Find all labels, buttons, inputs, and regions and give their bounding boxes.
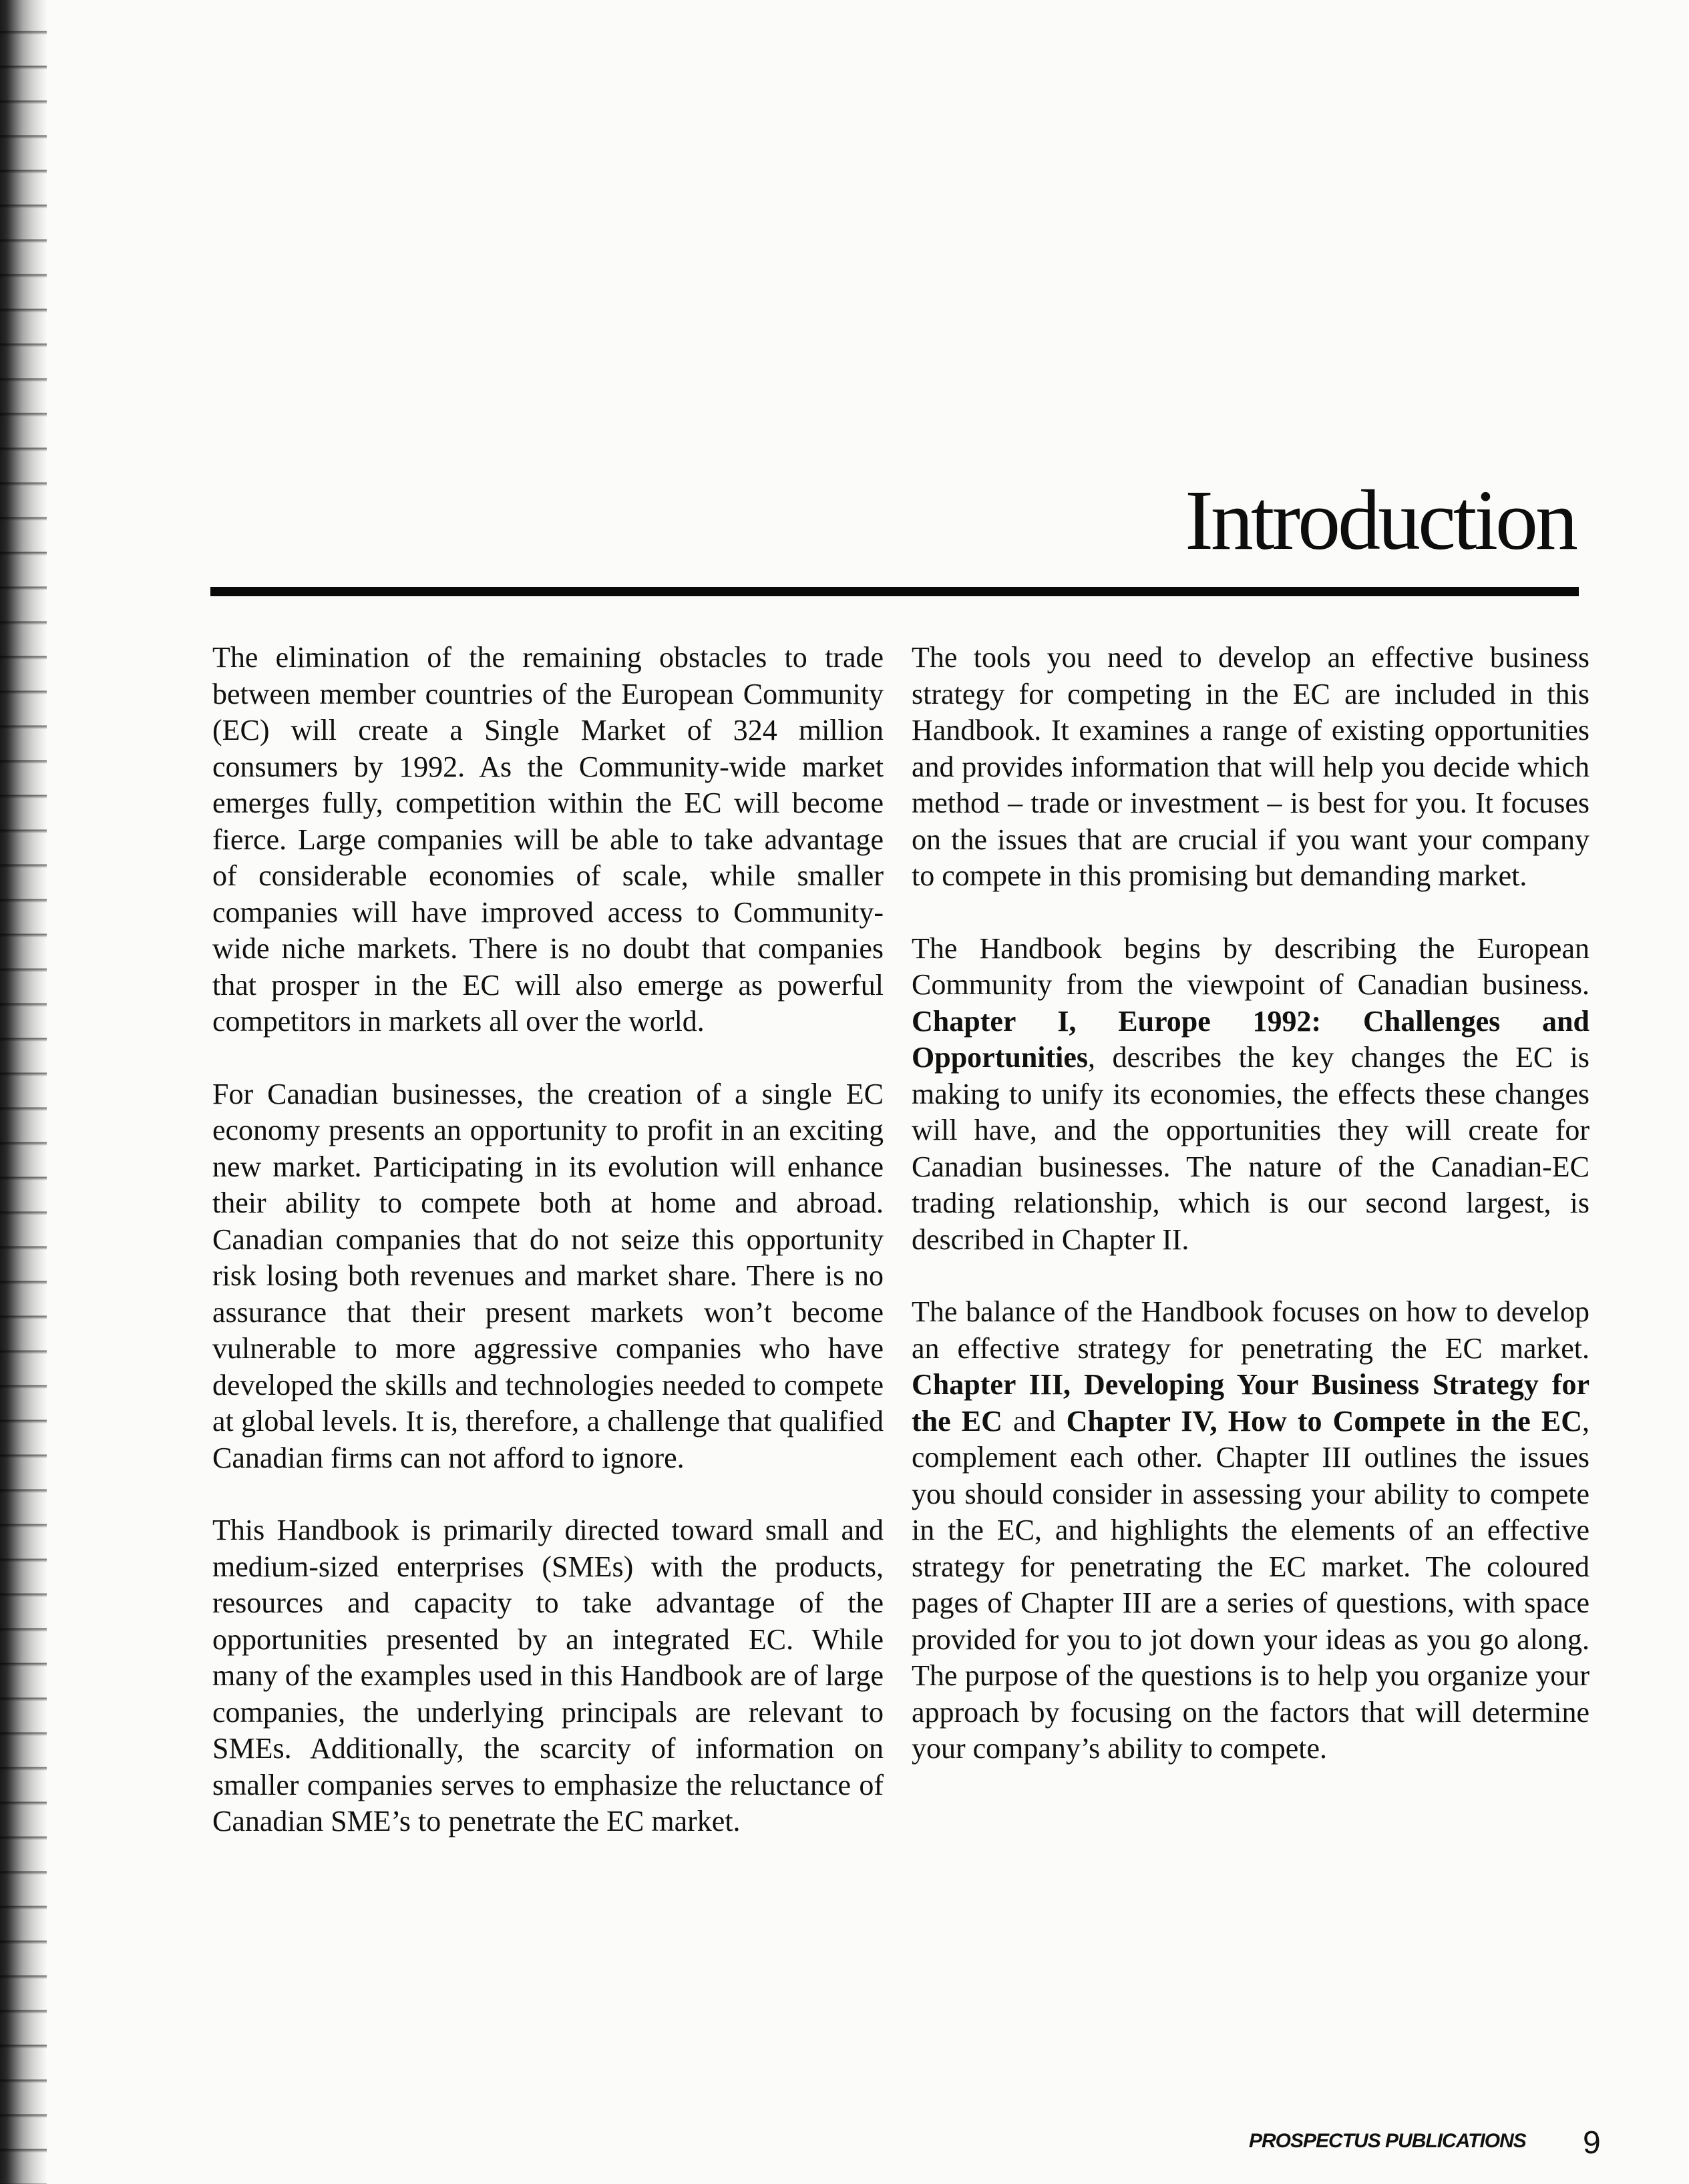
binding-edge bbox=[0, 0, 47, 2184]
paragraph: For Canadian businesses, the creation of a single EC economy presents an opportunity to profit in an exciting new market. Participating in its evolution will enhance their ability to compete both at home and abroad. Canadian companies that do not seize this opportunity risk losing both revenues and market share. There is no assurance that their present markets won’t become vulnerable to more aggressive companies who have developed the skills and technologies needed to compete at global levels. It is, therefore, a challenge that qualified Canadian firms can not afford to ignore. bbox=[212, 1077, 884, 1474]
paragraph: The tools you need to develop an effective business strategy for competing in the EC are included in this Handbook. It examines a range of existing opportunities and provides information that will help you decide which method – trade or investment – is best for you. It focuses on the issues that are crucial if you want your company to compete in this promising but demanding market. bbox=[912, 641, 1589, 892]
left-column bbox=[212, 640, 884, 1876]
page-number: 9 bbox=[1583, 2125, 1601, 2161]
page-title: Introduction bbox=[1185, 473, 1575, 568]
chapter-reference: Chapter IV, How to Compete in the EC bbox=[1066, 1404, 1582, 1438]
paragraph-text: , describes the key changes the EC is making to unify its economies, the effects these changes will have, and the opportunities they will create for Canadian businesses. The nature of the Canadian-EC trading relationship, which is our second largest, is described in Chapter II. bbox=[912, 1041, 1589, 1256]
publisher-logo: PROSPECTUS PUBLICATIONS bbox=[1249, 2130, 1526, 2152]
paragraph-text: The Handbook begins by describing the European Community from the viewpoint of Canadian business. bbox=[912, 931, 1589, 1001]
title-rule bbox=[210, 587, 1579, 596]
paragraph-text: and bbox=[1002, 1404, 1067, 1438]
paragraph: The elimination of the remaining obstacles to trade between member countries of the European Community (EC) will create a Single Market of 324 million consumers by 1992. As the Community-wide market emerges fully, competition within the EC will become fierce. Large companies will be able to take advantage of considerable economies of scale, while smaller companies will have improved access to Community-wide niche markets. There is no doubt that companies that prosper in the EC will also emerge as powerful competitors in markets all over the world. bbox=[212, 641, 884, 1038]
chapter-reference: Chapter I, Europe 1992: Challenges and Opportunities bbox=[912, 1004, 1589, 1074]
chapter-reference: Chapter III, Developing Your Business Strategy for the EC bbox=[912, 1368, 1589, 1438]
right-column bbox=[912, 640, 1589, 1803]
paragraph-text: The balance of the Handbook focuses on how to develop an effective strategy for penetrating the EC market. bbox=[912, 1295, 1589, 1365]
paragraph bbox=[912, 931, 1589, 1259]
paragraph bbox=[912, 1294, 1589, 1767]
paragraph-text: , complement each other. Chapter III outlines the issues you should consider in assessing your ability to compete in the EC, and highlights the elements of an effective strategy for penetrating the EC market. The coloured pages of Chapter III are a series of questions, with space provided for you to jot down your ideas as you go along. The purpose of the questions is to help you organize your approach by focusing on the factors that will determine your company’s ability to compete. bbox=[912, 1404, 1589, 1765]
paragraph: This Handbook is primarily directed toward small and medium-sized enterprises (SMEs) with the products, resources and capacity to take advantage of the opportunities presented by an integrated EC. While many of the examples used in this Handbook are of large companies, the underlying principals are relevant to SMEs. Additionally, the scarcity of information on smaller companies serves to emphasize the reluctance of Canadian SME’s to penetrate the EC market. bbox=[212, 1514, 884, 1837]
